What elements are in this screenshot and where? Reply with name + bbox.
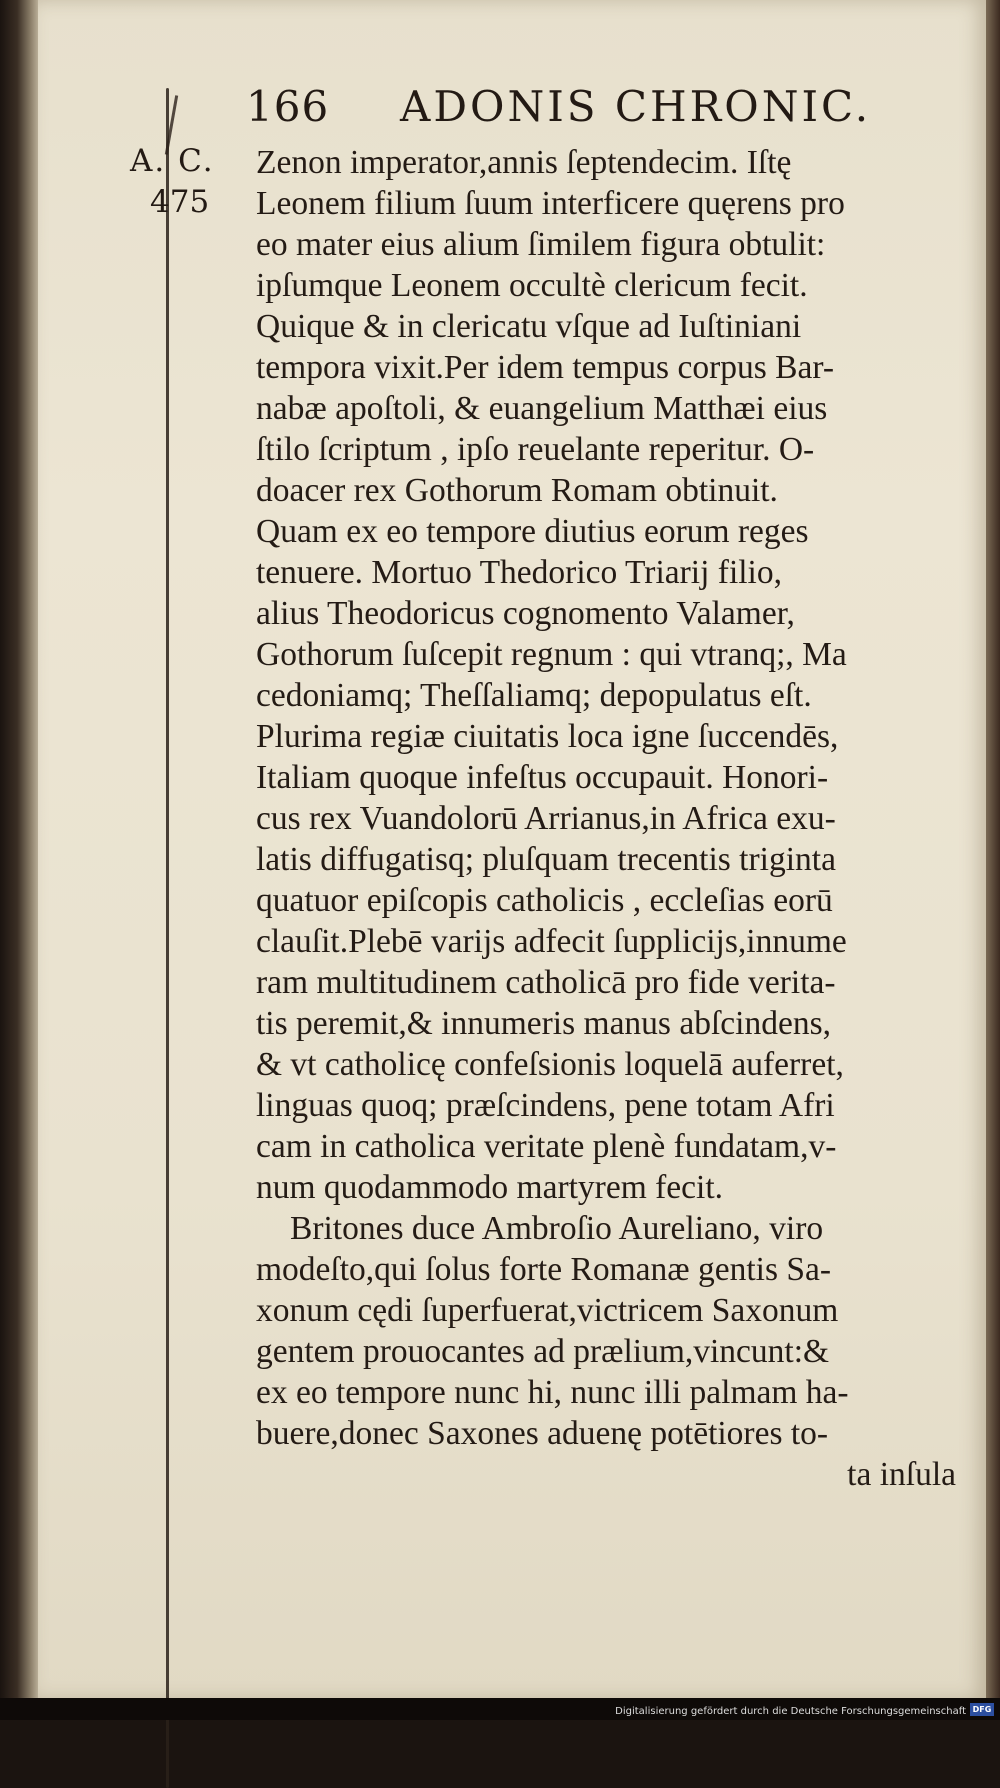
book-page: [38, 0, 986, 1700]
text-line: quatuor epiſcopis catholicis , eccleſias eorū: [256, 882, 833, 919]
text-line: Zenon imperator,annis ſeptendecim. Iſtę: [256, 144, 792, 181]
text-line: & vt catholicę confeſsionis loquelā auferret,: [256, 1046, 844, 1083]
right-scan-edge: [986, 0, 1000, 1720]
text-line: doacer rex Gothorum Romam obtinuit.: [256, 472, 778, 509]
marginal-label: A. C.: [130, 143, 215, 179]
text-line: ipſumque Leonem occultè clericum fecit.: [256, 267, 808, 304]
footer-credit: Digitalisierung gefördert durch die Deutsche Forschungsgemeinschaft: [615, 1706, 966, 1717]
text-line: cedoniamq; Theſſaliamq; depopulatus eſt.: [256, 677, 812, 714]
text-line: Italiam quoque infeſtus occupauit. Honori-: [256, 759, 829, 796]
text-line: gentem prouocantes ad prælium,vincunt:&: [256, 1333, 830, 1370]
text-line: tempora vixit.Per idem tempus corpus Bar-: [256, 349, 835, 386]
page-title: ADONIS CHRONIC.: [400, 82, 872, 131]
text-line: num quodammodo martyrem fecit.: [256, 1169, 724, 1206]
text-line: Leonem filium ſuum interficere quęrens pro: [256, 185, 845, 222]
paragraph-1: [256, 142, 956, 1208]
text-line: Quique & in clericatu vſque ad Iuſtiniani: [256, 308, 802, 345]
text-line: Quam ex eo tempore diutius eorum reges: [256, 513, 809, 550]
marginal-year: 475: [150, 184, 210, 220]
running-head: [38, 82, 986, 138]
text-line: linguas quoq; præſcindens, pene totam Afri: [256, 1087, 835, 1124]
page-number: 166: [246, 82, 330, 131]
paragraph-2: [256, 1208, 956, 1454]
text-line: clauſit.Plebē varijs adfecit ſupplicijs,innume: [256, 923, 847, 960]
text-line: cam in catholica veritate plenè fundatam,v-: [256, 1128, 837, 1165]
text-line: buere,donec Saxones aduenę potētiores to-: [256, 1415, 829, 1452]
text-line: Britones duce Ambroſio Aureliano, viro: [290, 1210, 824, 1247]
text-line: modeſto,qui ſolus forte Romanæ gentis Sa-: [256, 1251, 832, 1288]
text-line: eo mater eius alium ſimilem figura obtulit:: [256, 226, 826, 263]
left-scan-edge: [0, 0, 38, 1720]
margin-rule: [166, 88, 169, 1788]
text-line: latis diffugatisq; pluſquam trecentis triginta: [256, 841, 836, 878]
text-line: nabæ apoſtoli, & euangelium Matthæi eius: [256, 390, 828, 427]
text-line: xonum cędi ſuperfuerat,victricem Saxonum: [256, 1292, 839, 1329]
text-line: Gothorum ſuſcepit regnum : qui vtranq;, Ma: [256, 636, 847, 673]
body-text: [256, 142, 956, 1495]
footer-bar: [0, 1698, 1000, 1720]
text-line: Plurima regiæ ciuitatis loca igne ſuccendēs,: [256, 718, 839, 755]
dfg-logo: DFG: [970, 1703, 994, 1716]
text-line: ram multitudinem catholicā pro fide verita-: [256, 964, 836, 1001]
text-line: cus rex Vuandolorū Arrianus,in Africa exu-: [256, 800, 836, 837]
text-line: alius Theodoricus cognomento Valamer,: [256, 595, 795, 632]
text-line: ſtilo ſcriptum , ipſo reuelante reperitur. O-: [256, 431, 815, 468]
text-line: tenuere. Mortuo Thedorico Triarij filio,: [256, 554, 782, 591]
catchword: ta inſula: [847, 1456, 956, 1493]
text-line: ex eo tempore nunc hi, nunc illi palmam ha-: [256, 1374, 849, 1411]
text-line: tis peremit,& innumeris manus abſcindens,: [256, 1005, 831, 1042]
